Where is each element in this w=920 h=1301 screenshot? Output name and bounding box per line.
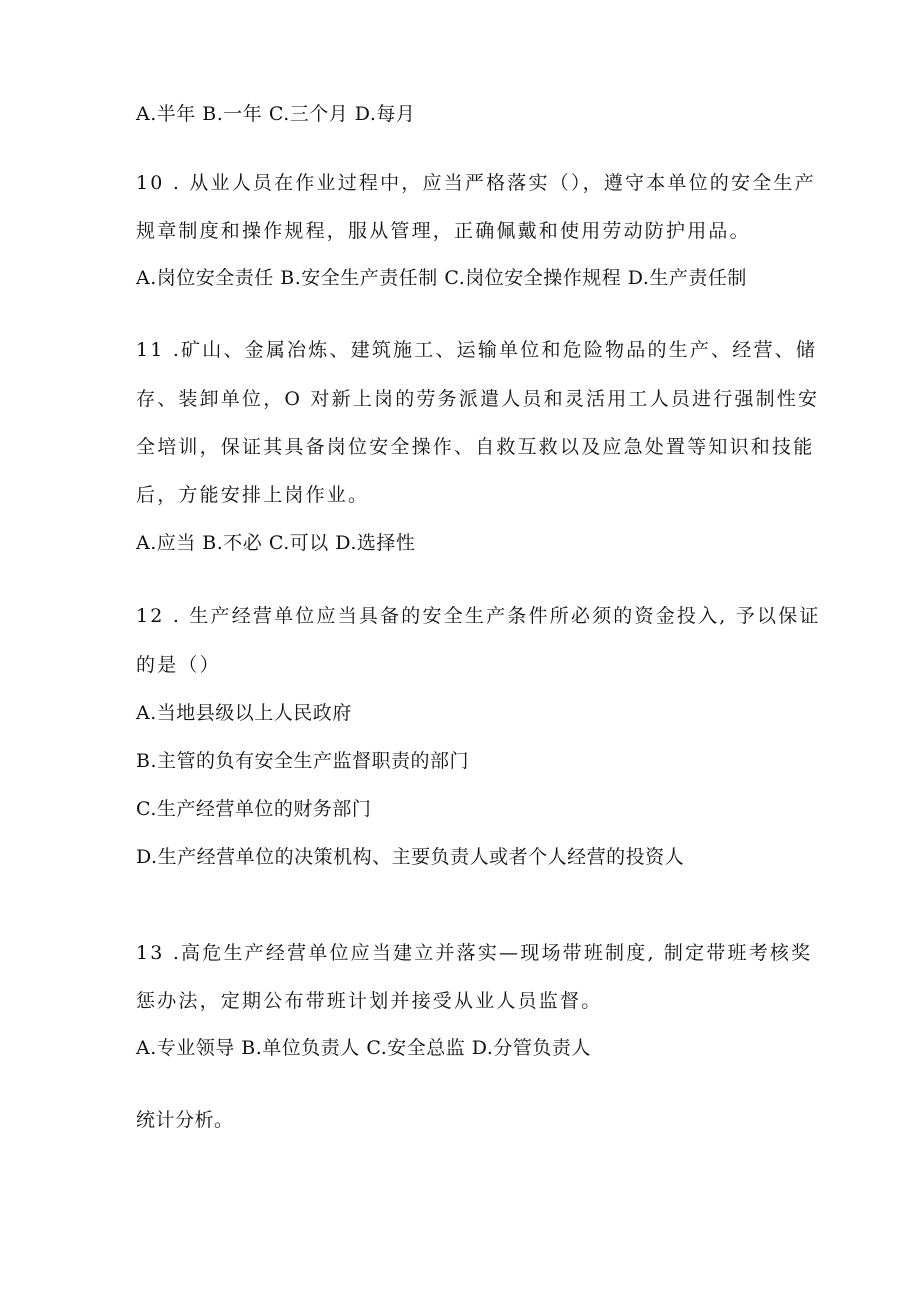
q12-stem-line-1: 12 . 生产经营单位应当具备的安全生产条件所必须的资金投入, 予以保证 bbox=[136, 605, 821, 627]
q11-stem-line-1: 11 .矿山、金属冶炼、建筑施工、运输单位和危险物品的生产、经营、储 bbox=[136, 339, 818, 361]
q10-options: A.岗位安全责任 B.安全生产责任制 C.岗位安全操作规程 D.生产责任制 bbox=[136, 267, 747, 289]
q12-option-a: A.当地县级以上人民政府 bbox=[136, 702, 352, 724]
q12-option-b: B.主管的负有安全生产监督职责的部门 bbox=[136, 750, 470, 772]
trailing-fragment: 统计分析。 bbox=[136, 1109, 234, 1131]
q12-option-c: C.生产经营单位的财务部门 bbox=[136, 798, 372, 820]
q10-stem-line-2: 规章制度和操作规程，服从管理，正确佩戴和使用劳动防护用品。 bbox=[136, 220, 751, 242]
q12-stem-line-2: 的是（） bbox=[136, 654, 221, 676]
q12-option-d: D.生产经营单位的决策机构、主要负责人或者个人经营的投资人 bbox=[136, 846, 685, 868]
q10-stem-line-1: 10 . 从业人员在作业过程中，应当严格落实（），遵守本单位的安全生产 bbox=[136, 172, 816, 194]
q9-options: A.半年 B.一年 C.三个月 D.每月 bbox=[136, 103, 416, 125]
q11-options: A.应当 B.不必 C.可以 D.选择性 bbox=[136, 532, 416, 554]
q11-stem-line-3: 全培训，保证其具备岗位安全操作、自救互救以及应急处置等知识和技能 bbox=[136, 436, 815, 458]
q11-stem-line-2: 存、装卸单位，O 对新上岗的劳务派遣人员和灵活用工人员进行强制性安 bbox=[136, 388, 820, 410]
q11-stem-line-4: 后，方能安排上岗作业。 bbox=[136, 484, 370, 506]
q13-stem-line-1: 13 .高危生产经营单位应当建立并落实—现场带班制度, 制定带班考核奖 bbox=[136, 942, 813, 964]
q13-options: A.专业领导 B.单位负责人 C.安全总监 D.分管负责人 bbox=[136, 1037, 591, 1059]
q13-stem-line-2: 惩办法，定期公布带班计划并接受从业人员监督。 bbox=[136, 990, 603, 1012]
